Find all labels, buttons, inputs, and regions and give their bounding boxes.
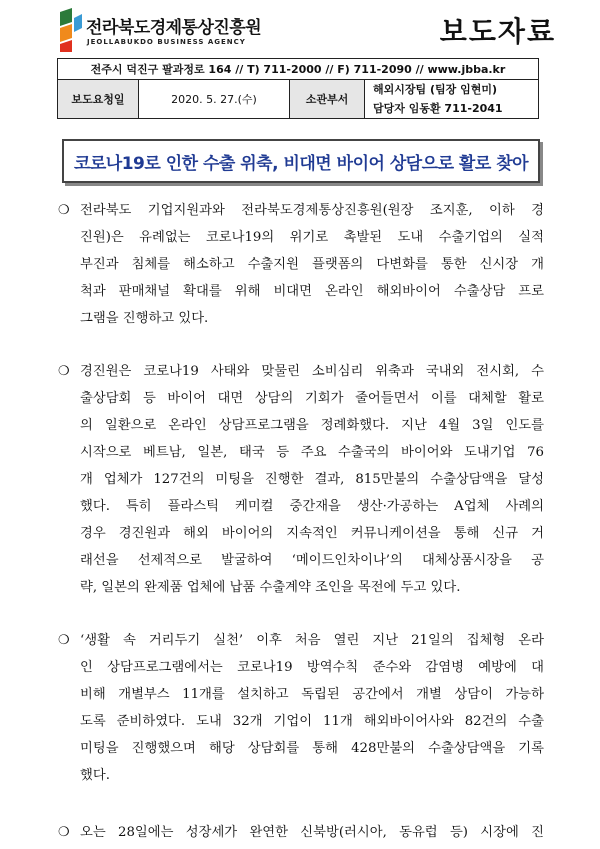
paragraph-line: 전라북도 기업지원과와 전라북도경제통상진흥원(원장 조지훈, 이하 경 <box>80 203 544 218</box>
date-label: 보도요청일 <box>58 80 139 119</box>
contact-info-table <box>57 58 539 119</box>
dept-team: 해외시장팀 (팀장 임현미) <box>373 83 497 96</box>
date-value: 2020. 5. 27.(수) <box>139 80 290 119</box>
paragraph-2 <box>58 358 544 601</box>
headline: 코로나19로 인한 수출 위축, 비대면 바이어 상담으로 활로 찾아 <box>73 153 529 174</box>
paragraph-line: 의 일환으로 온라인 상담프로그램을 정례화했다. 지난 4월 3일 인도를 <box>80 418 544 433</box>
paragraph-line: 시작으로 베트남, 일본, 태국 등 주요 수출국의 바이어와 도내기업 76 <box>80 445 544 460</box>
paragraph-line: 미팅을 진행했으며 해당 상담회를 통해 428만불의 수출상담액을 기록 <box>80 741 544 756</box>
paragraph-line: 략, 일본의 완제품 업체에 납품 수출계약 조인을 목전에 두고 있다. <box>80 580 461 595</box>
paragraph-line: 경진원은 코로나19 사태와 맞물린 소비심리 위축과 국내외 전시회, 수 <box>80 364 544 379</box>
dept-label: 소관부서 <box>290 80 365 119</box>
paragraph-3 <box>58 627 544 789</box>
paragraph-line: 오는 28일에는 성장세가 완연한 신북방(러시아, 동유럽 등) 시장에 진 <box>80 825 544 840</box>
paragraph-line: 그램을 진행하고 있다. <box>80 311 209 326</box>
org-name-english: JEOLLABUKDO BUSINESS AGENCY <box>87 38 246 46</box>
paragraph-line: ‘생활 속 거리두기 실천’ 이후 처음 열린 지난 21일의 집체형 온라 <box>80 633 544 648</box>
paragraph-line: 인 상담프로그램에서는 코로나19 방역수칙 준수와 감염병 예방에 대 <box>80 660 544 675</box>
agency-logo-icon <box>56 8 84 52</box>
address-line: 전주시 덕진구 팔과정로 164 // T) 711-2000 // F) 711-2090 // www.jbba.kr <box>58 59 539 80</box>
paragraph-line: 부진과 침체를 해소하고 수출지원 플랫폼의 다변화를 통한 신시장 개 <box>80 257 544 272</box>
paragraph-line: 경우 경진원과 해외 바이어의 지속적인 커뮤니케이션을 통해 신규 거 <box>80 526 544 541</box>
bullet-icon: ❍ <box>58 825 70 840</box>
paragraph-line: 개 업체가 127건의 미팅을 진행한 결과, 815만불의 수출상담액을 달성 <box>80 472 544 487</box>
paragraph-line: 도록 준비하였다. 도내 32개 기업이 11개 해외바이어사와 82건의 수출 <box>80 714 544 729</box>
paragraph-line: 래선을 선제적으로 발굴하여 ‘메이드인차이나’의 대체상품시장을 공 <box>80 553 544 568</box>
dept-contact-person: 담당자 임동환 711-2041 <box>373 102 503 115</box>
bullet-icon: ❍ <box>58 203 70 218</box>
paragraph-line: 진원)은 유례없는 코로나19의 위기로 촉발된 도내 수출기업의 실적 <box>80 230 544 245</box>
bullet-icon: ❍ <box>58 364 70 379</box>
paragraph-4 <box>58 819 544 846</box>
dept-contact <box>365 80 539 119</box>
paragraph-line: 비해 개별부스 11개를 설치하고 독립된 공간에서 개별 상담이 가능하 <box>80 687 544 702</box>
headline-box <box>62 139 540 183</box>
paragraph-1 <box>58 197 544 332</box>
bullet-icon: ❍ <box>58 633 70 648</box>
paragraph-line: 척과 판매채널 확대를 위해 비대면 온라인 해외바이어 수출상담 프로 <box>80 284 544 299</box>
org-name: 전라북도경제통상진흥원 <box>86 18 262 38</box>
document-header <box>56 8 556 54</box>
doc-type-title: 보도자료 <box>439 15 556 48</box>
paragraph-line: 출상담회 등 바이어 대면 상담의 기회가 줄어들면서 이를 대체할 활로 <box>80 391 544 406</box>
paragraph-line: 했다. <box>80 768 110 783</box>
paragraph-line: 했다. 특히 플라스틱 케미컬 중간재을 생산·가공하는 A업체 사례의 <box>80 499 544 514</box>
